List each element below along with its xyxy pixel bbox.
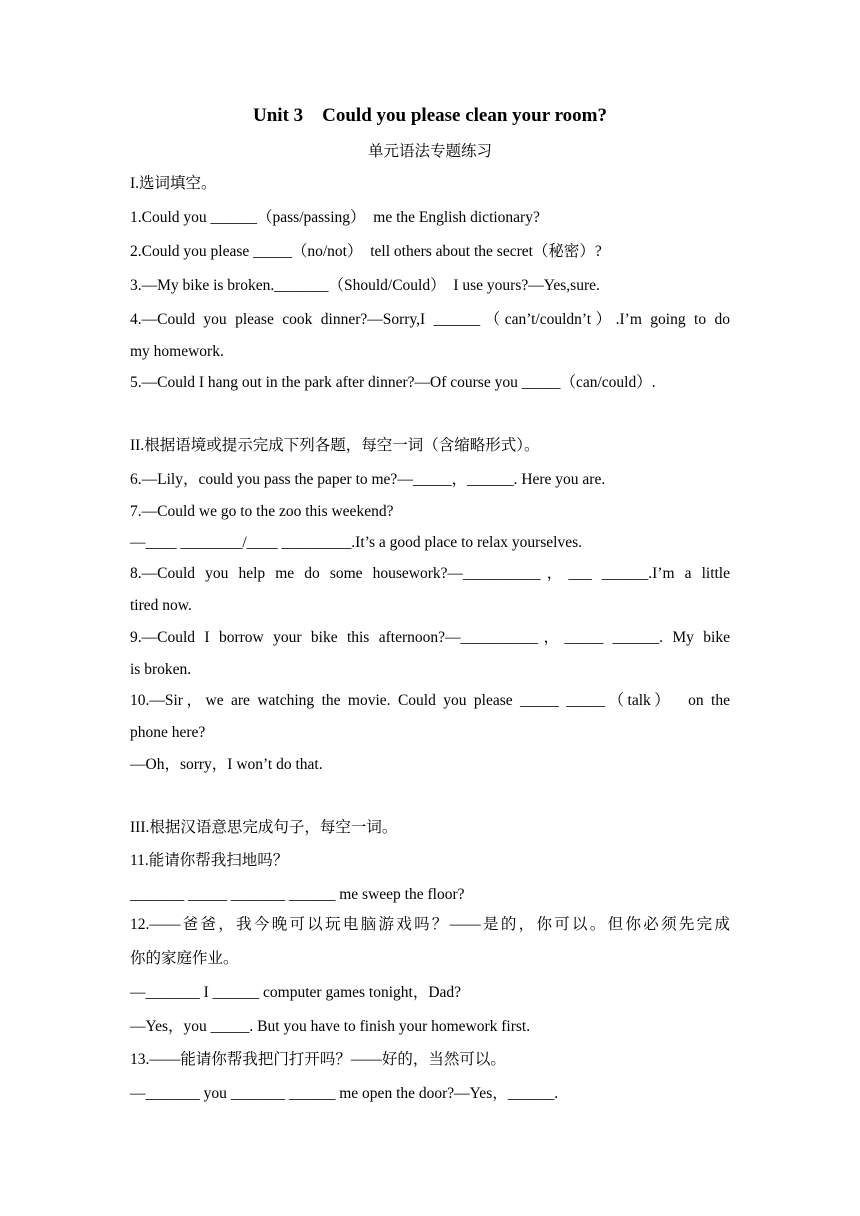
question-9: 9.—Could I borrow your bike this afternoon?—__________，_____ ______. My bike [130, 629, 730, 646]
question-10-answer: —Oh，sorry，I won’t do that. [130, 756, 323, 773]
question-12-answer-1: —_______ I ______ computer games tonight，Dad? [130, 984, 462, 1001]
question-12: 12.——爸爸，我今晚可以玩电脑游戏吗？——是的，你可以。但你必须先完成 [130, 916, 730, 933]
question-7: 7.—Could we go to the zoo this weekend? [130, 503, 394, 520]
question-4-continued: my homework. [130, 343, 224, 360]
question-12-continued: 你的家庭作业。 [130, 950, 239, 967]
question-8: 8.—Could you help me do some housework?—__________，___ ______.I’m a little [130, 565, 730, 582]
section-heading-1: I.选词填空。 [130, 175, 217, 192]
question-2: 2.Could you please _____（no/not） tell others about the secret（秘密）? [130, 243, 602, 260]
question-4: 4.—Could you please cook dinner?—Sorry,I ______（can’t/couldn’t）.I’m going to do [130, 311, 730, 328]
section-heading-3: III.根据汉语意思完成句子，每空一词。 [130, 819, 398, 836]
question-10-continued: phone here? [130, 724, 206, 741]
question-5: 5.—Could I hang out in the park after dinner?—Of course you _____（can/could）. [130, 374, 656, 391]
question-8-continued: tired now. [130, 597, 192, 614]
document-subtitle: 单元语法专题练习 [367, 143, 492, 160]
question-6: 6.—Lily，could you pass the paper to me?—_____，______. Here you are. [130, 471, 606, 488]
question-13: 13.——能请你帮我把门打开吗？——好的，当然可以。 [130, 1051, 506, 1068]
question-11-answer: _______ _____ _______ ______ me sweep the floor? [130, 886, 465, 903]
question-7-answer: —____ ________/____ _________.It’s a good place to relax yourselves. [130, 534, 583, 551]
question-1: 1.Could you ______（pass/passing） me the English dictionary? [130, 209, 540, 226]
question-13-answer: —_______ you _______ ______ me open the door?—Yes，______. [130, 1085, 559, 1102]
question-10: 10.—Sir，we are watching the movie. Could you please _____ _____（talk） on the [130, 692, 730, 709]
section-heading-2: II.根据语境或提示完成下列各题，每空一词（含缩略形式）。 [130, 437, 540, 454]
question-12-answer-2: —Yes，you _____. But you have to finish your homework first. [130, 1018, 531, 1035]
question-11: 11.能请你帮我扫地吗？ [130, 852, 289, 869]
question-9-continued: is broken. [130, 661, 192, 678]
document-title: Unit 3 Could you please clean your room? [253, 105, 607, 126]
question-3: 3.—My bike is broken._______（Should/Could） I use yours?—Yes,sure. [130, 277, 600, 294]
